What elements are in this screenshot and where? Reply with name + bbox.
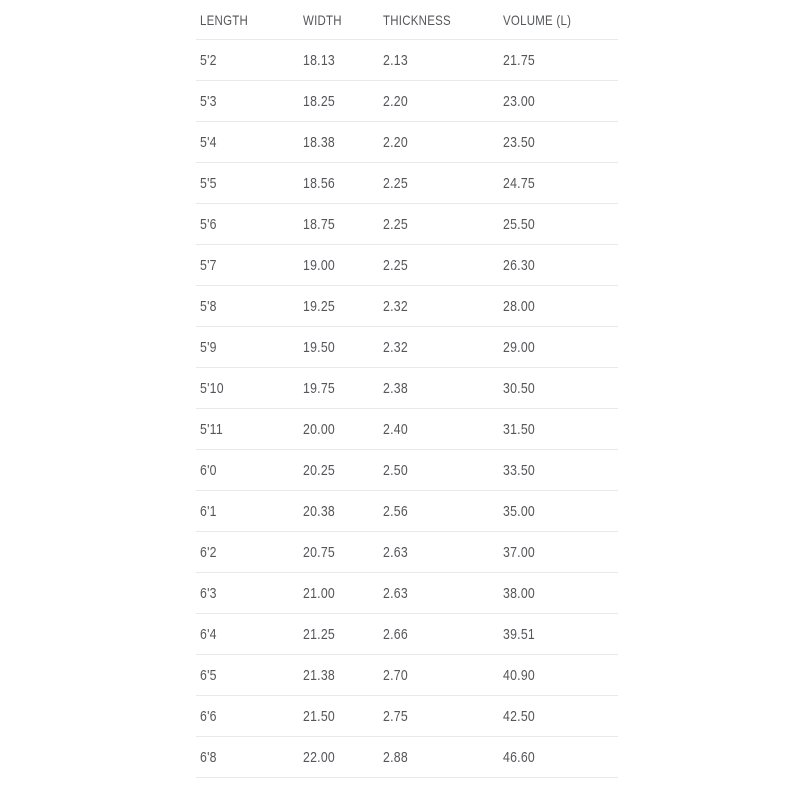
column-header-thickness — [379, 0, 499, 40]
cell-width-value: 18.75 — [303, 215, 336, 233]
cell-volume — [499, 450, 618, 491]
cell-width — [299, 614, 379, 655]
cell-volume — [499, 573, 618, 614]
table-body — [196, 40, 618, 778]
table-row — [196, 532, 618, 573]
cell-length — [196, 450, 299, 491]
cell-width-value: 19.00 — [303, 256, 336, 274]
cell-volume — [499, 286, 618, 327]
cell-volume — [499, 491, 618, 532]
cell-volume-value: 24.75 — [503, 174, 536, 192]
cell-thickness-value: 2.25 — [383, 174, 408, 192]
cell-length-value: 5'8 — [200, 297, 217, 315]
cell-width-value: 18.25 — [303, 92, 336, 110]
cell-width-value: 19.75 — [303, 379, 336, 397]
cell-volume — [499, 122, 618, 163]
cell-length-value: 5'2 — [200, 51, 217, 69]
table-row — [196, 327, 618, 368]
cell-thickness-value: 2.50 — [383, 461, 408, 479]
cell-thickness — [379, 491, 499, 532]
cell-thickness-value: 2.63 — [383, 584, 408, 602]
cell-thickness — [379, 163, 499, 204]
cell-volume-value: 23.00 — [503, 92, 536, 110]
cell-length — [196, 491, 299, 532]
cell-length — [196, 532, 299, 573]
cell-volume-value: 21.75 — [503, 51, 536, 69]
cell-width-value: 20.38 — [303, 502, 336, 520]
cell-thickness — [379, 532, 499, 573]
cell-width-value: 20.00 — [303, 420, 336, 438]
cell-volume-value: 31.50 — [503, 420, 536, 438]
cell-width — [299, 409, 379, 450]
cell-length-value: 5'7 — [200, 256, 217, 274]
cell-volume-value: 37.00 — [503, 543, 536, 561]
cell-thickness — [379, 245, 499, 286]
cell-volume — [499, 245, 618, 286]
cell-volume — [499, 327, 618, 368]
cell-width-value: 18.38 — [303, 133, 336, 151]
cell-width-value: 19.25 — [303, 297, 336, 315]
cell-width — [299, 245, 379, 286]
cell-length-value: 6'4 — [200, 625, 217, 643]
cell-length — [196, 81, 299, 122]
cell-volume-value: 29.00 — [503, 338, 536, 356]
cell-length-value: 6'8 — [200, 748, 217, 766]
cell-volume — [499, 737, 618, 778]
cell-volume-value: 42.50 — [503, 707, 536, 725]
cell-thickness-value: 2.20 — [383, 133, 408, 151]
cell-width-value: 18.56 — [303, 174, 336, 192]
table-row — [196, 696, 618, 737]
cell-length-value: 5'9 — [200, 338, 217, 356]
cell-length — [196, 204, 299, 245]
cell-thickness — [379, 696, 499, 737]
cell-thickness-value: 2.56 — [383, 502, 408, 520]
column-header-length — [196, 0, 299, 40]
cell-length — [196, 327, 299, 368]
cell-volume-value: 30.50 — [503, 379, 536, 397]
cell-volume-value: 40.90 — [503, 666, 536, 684]
cell-thickness-value: 2.25 — [383, 215, 408, 233]
table-row — [196, 40, 618, 81]
cell-width — [299, 655, 379, 696]
cell-thickness-value: 2.20 — [383, 92, 408, 110]
cell-volume-value: 28.00 — [503, 297, 536, 315]
cell-width-value: 21.50 — [303, 707, 336, 725]
cell-volume — [499, 204, 618, 245]
cell-length-value: 5'10 — [200, 379, 224, 397]
cell-width — [299, 737, 379, 778]
cell-length-value: 5'4 — [200, 133, 217, 151]
cell-length — [196, 573, 299, 614]
cell-volume-value: 35.00 — [503, 502, 536, 520]
cell-length — [196, 286, 299, 327]
cell-width — [299, 368, 379, 409]
table-row — [196, 368, 618, 409]
cell-thickness — [379, 614, 499, 655]
cell-thickness-value: 2.32 — [383, 297, 408, 315]
cell-width — [299, 532, 379, 573]
table-row — [196, 81, 618, 122]
table-row — [196, 450, 618, 491]
cell-width — [299, 573, 379, 614]
cell-width-value: 22.00 — [303, 748, 336, 766]
cell-volume — [499, 614, 618, 655]
cell-thickness-value: 2.25 — [383, 256, 408, 274]
cell-length-value: 5'5 — [200, 174, 217, 192]
cell-length — [196, 122, 299, 163]
cell-volume-value: 46.60 — [503, 748, 536, 766]
cell-width — [299, 122, 379, 163]
cell-length-value: 5'11 — [200, 420, 223, 438]
cell-thickness-value: 2.32 — [383, 338, 408, 356]
cell-length — [196, 245, 299, 286]
table-header — [196, 0, 618, 40]
cell-thickness — [379, 450, 499, 491]
cell-volume-value: 23.50 — [503, 133, 536, 151]
cell-length-value: 6'3 — [200, 584, 217, 602]
cell-length-value: 6'2 — [200, 543, 217, 561]
cell-width-value: 19.50 — [303, 338, 336, 356]
cell-width — [299, 204, 379, 245]
cell-volume — [499, 532, 618, 573]
cell-thickness-value: 2.40 — [383, 420, 408, 438]
cell-thickness — [379, 40, 499, 81]
cell-thickness-value: 2.75 — [383, 707, 408, 725]
cell-thickness — [379, 655, 499, 696]
cell-length-value: 6'1 — [200, 502, 217, 520]
column-header-width — [299, 0, 379, 40]
cell-volume-value: 38.00 — [503, 584, 536, 602]
cell-volume — [499, 368, 618, 409]
table-row — [196, 163, 618, 204]
size-chart — [196, 0, 618, 778]
cell-width — [299, 696, 379, 737]
table-row — [196, 614, 618, 655]
column-header-width-label: WIDTH — [303, 11, 342, 28]
cell-length — [196, 368, 299, 409]
cell-thickness-value: 2.13 — [383, 51, 408, 69]
cell-width — [299, 286, 379, 327]
table-row — [196, 573, 618, 614]
table-row — [196, 122, 618, 163]
cell-thickness — [379, 737, 499, 778]
table-row — [196, 245, 618, 286]
cell-width — [299, 491, 379, 532]
cell-length — [196, 696, 299, 737]
cell-thickness-value: 2.70 — [383, 666, 408, 684]
cell-width — [299, 81, 379, 122]
table-row — [196, 491, 618, 532]
cell-width-value: 21.25 — [303, 625, 336, 643]
table-row — [196, 286, 618, 327]
cell-length-value: 6'0 — [200, 461, 217, 479]
table-row — [196, 204, 618, 245]
cell-width-value: 20.25 — [303, 461, 336, 479]
cell-length — [196, 655, 299, 696]
cell-thickness — [379, 204, 499, 245]
cell-volume — [499, 409, 618, 450]
column-header-length-label: LENGTH — [200, 11, 249, 28]
column-header-volume-label: VOLUME (L) — [503, 11, 572, 28]
cell-thickness — [379, 122, 499, 163]
size-chart-table — [196, 0, 618, 778]
cell-volume — [499, 81, 618, 122]
cell-thickness — [379, 409, 499, 450]
cell-width-value: 18.13 — [303, 51, 336, 69]
cell-length — [196, 409, 299, 450]
cell-volume — [499, 163, 618, 204]
cell-thickness — [379, 81, 499, 122]
cell-thickness-value: 2.66 — [383, 625, 408, 643]
cell-thickness — [379, 573, 499, 614]
cell-width-value: 21.38 — [303, 666, 336, 684]
cell-width-value: 20.75 — [303, 543, 336, 561]
cell-length-value: 5'3 — [200, 92, 217, 110]
column-header-thickness-label: THICKNESS — [383, 11, 451, 28]
cell-length — [196, 737, 299, 778]
cell-width — [299, 40, 379, 81]
column-header-volume — [499, 0, 618, 40]
cell-length-value: 6'5 — [200, 666, 217, 684]
cell-thickness-value: 2.38 — [383, 379, 408, 397]
cell-length — [196, 163, 299, 204]
cell-length — [196, 40, 299, 81]
cell-volume-value: 39.51 — [503, 625, 536, 643]
cell-thickness-value: 2.88 — [383, 748, 408, 766]
cell-thickness-value: 2.63 — [383, 543, 408, 561]
cell-volume-value: 33.50 — [503, 461, 536, 479]
cell-volume — [499, 40, 618, 81]
cell-length-value: 6'6 — [200, 707, 217, 725]
cell-thickness — [379, 327, 499, 368]
cell-volume-value: 26.30 — [503, 256, 536, 274]
cell-thickness — [379, 286, 499, 327]
header-row — [196, 0, 618, 40]
cell-length — [196, 614, 299, 655]
table-row — [196, 409, 618, 450]
cell-width — [299, 327, 379, 368]
cell-volume-value: 25.50 — [503, 215, 536, 233]
table-row — [196, 655, 618, 696]
cell-length-value: 5'6 — [200, 215, 217, 233]
cell-volume — [499, 655, 618, 696]
cell-volume — [499, 696, 618, 737]
cell-thickness — [379, 368, 499, 409]
cell-width — [299, 163, 379, 204]
table-row — [196, 737, 618, 778]
cell-width-value: 21.00 — [303, 584, 336, 602]
cell-width — [299, 450, 379, 491]
